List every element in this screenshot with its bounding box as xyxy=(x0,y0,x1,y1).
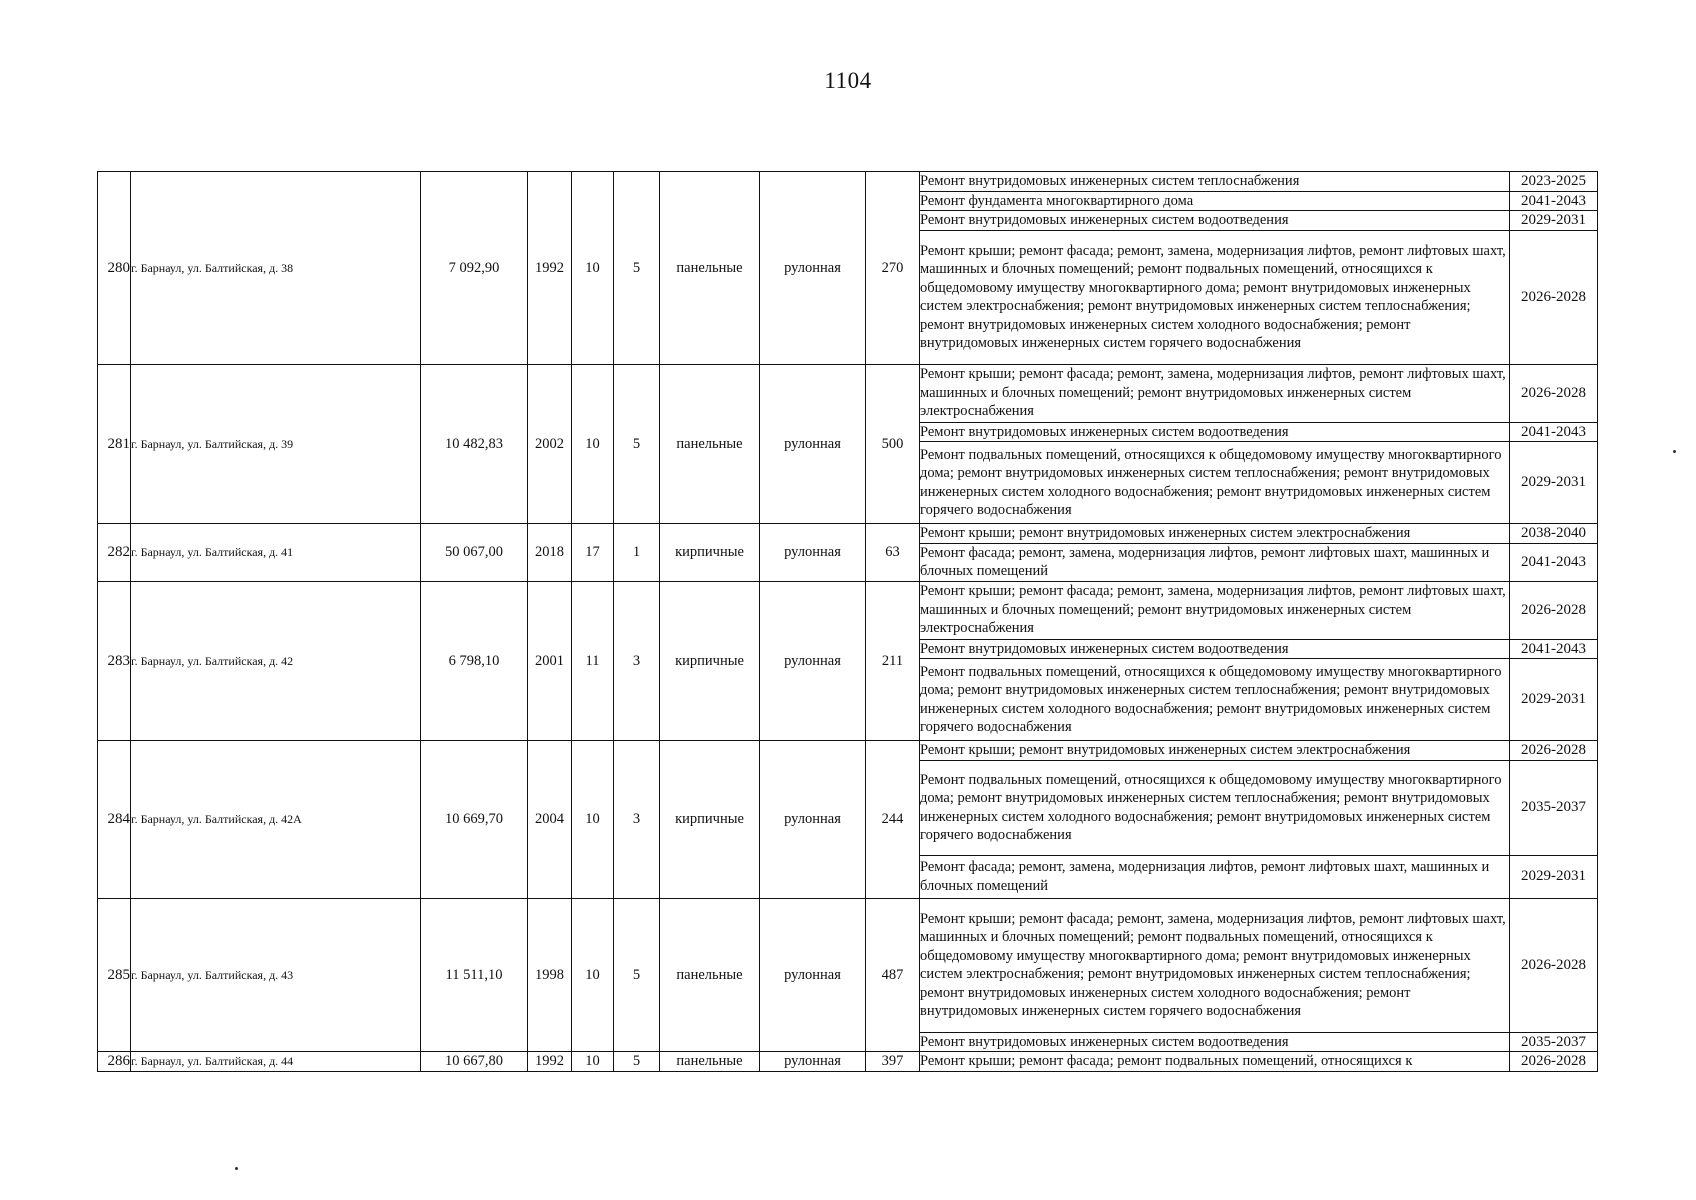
work-description-cell: Ремонт подвальных помещений, относящихся к общедомовому имуществу многоквартирного дома; ремонт внутридомовых инженерных систем теплоснабжения; ремонт внутридомовых инженерных систем холодного водоснабжения; ремонт внутридомовых инженерных систем горячего водоснабжения xyxy=(920,760,1510,855)
work-period-cell: 2035-2037 xyxy=(1510,1032,1598,1052)
year-cell: 2018 xyxy=(528,524,572,582)
work-description-cell: Ремонт крыши; ремонт фасада; ремонт подвальных помещений, относящихся к xyxy=(920,1052,1510,1072)
work-description-cell: Ремонт крыши; ремонт внутридомовых инженерных систем электроснабжения xyxy=(920,524,1510,544)
wall-material-cell: кирпичные xyxy=(660,741,760,899)
table-body xyxy=(98,172,1598,1072)
work-period-cell: 2029-2031 xyxy=(1510,442,1598,524)
residents-cell: 270 xyxy=(866,172,920,365)
table-row xyxy=(98,741,1598,761)
work-period-cell: 2026-2028 xyxy=(1510,364,1598,422)
work-description-cell: Ремонт крыши; ремонт внутридомовых инженерных систем электроснабжения xyxy=(920,741,1510,761)
address-cell: г. Барнаул, ул. Балтийская, д. 39 xyxy=(131,364,421,524)
work-period-cell: 2029-2031 xyxy=(1510,659,1598,741)
work-description-cell: Ремонт внутридомовых инженерных систем водоотведения xyxy=(920,211,1510,231)
work-period-cell: 2026-2028 xyxy=(1510,1052,1598,1072)
year-cell: 2002 xyxy=(528,364,572,524)
repair-schedule-table xyxy=(97,171,1598,1072)
work-period-cell: 2026-2028 xyxy=(1510,581,1598,639)
work-description-cell: Ремонт крыши; ремонт фасада; ремонт, замена, модернизация лифтов, ремонт лифтовых шахт, машинных и блочных помещений; ремонт подвальных помещений, относящихся к общедомовому имуществу многоквартирного дома; ремонт внутридомовых инженерных систем электроснабжения; ремонт внутридомовых инженерных систем теплоснабжения; ремонт внутридомовых инженерных систем холодного водоснабжения; ремонт внутридомовых инженерных систем горячего водоснабжения xyxy=(920,230,1510,364)
year-cell: 2004 xyxy=(528,741,572,899)
entrances-cell: 5 xyxy=(614,364,660,524)
roof-type-cell: рулонная xyxy=(760,524,866,582)
row-number: 284 xyxy=(98,741,131,899)
roof-type-cell: рулонная xyxy=(760,364,866,524)
work-description-cell: Ремонт крыши; ремонт фасада; ремонт, замена, модернизация лифтов, ремонт лифтовых шахт, машинных и блочных помещений; ремонт внутридомовых инженерных систем электроснабжения xyxy=(920,364,1510,422)
area-cell: 11 511,10 xyxy=(421,898,528,1052)
year-cell: 1998 xyxy=(528,898,572,1052)
address-cell: г. Барнаул, ул. Балтийская, д. 43 xyxy=(131,898,421,1052)
wall-material-cell: кирпичные xyxy=(660,524,760,582)
area-cell: 6 798,10 xyxy=(421,581,528,741)
residents-cell: 500 xyxy=(866,364,920,524)
residents-cell: 487 xyxy=(866,898,920,1052)
roof-type-cell: рулонная xyxy=(760,581,866,741)
work-description-cell: Ремонт подвальных помещений, относящихся к общедомовому имуществу многоквартирного дома; ремонт внутридомовых инженерных систем теплоснабжения; ремонт внутридомовых инженерных систем холодного водоснабжения; ремонт внутридомовых инженерных систем горячего водоснабжения xyxy=(920,442,1510,524)
table-row xyxy=(98,524,1598,544)
table-row xyxy=(98,581,1598,639)
area-cell: 10 667,80 xyxy=(421,1052,528,1072)
work-period-cell: 2035-2037 xyxy=(1510,760,1598,855)
area-cell: 10 482,83 xyxy=(421,364,528,524)
work-period-cell: 2026-2028 xyxy=(1510,898,1598,1032)
repair-schedule-table-wrapper xyxy=(97,171,1598,1072)
work-description-cell: Ремонт внутридомовых инженерных систем водоотведения xyxy=(920,422,1510,442)
floors-cell: 10 xyxy=(572,1052,614,1072)
work-description-cell: Ремонт внутридомовых инженерных систем водоотведения xyxy=(920,1032,1510,1052)
work-period-cell: 2026-2028 xyxy=(1510,230,1598,364)
entrances-cell: 3 xyxy=(614,741,660,899)
row-number: 280 xyxy=(98,172,131,365)
work-period-cell: 2023-2025 xyxy=(1510,172,1598,192)
work-description-cell: Ремонт внутридомовых инженерных систем теплоснабжения xyxy=(920,172,1510,192)
roof-type-cell: рулонная xyxy=(760,898,866,1052)
area-cell: 10 669,70 xyxy=(421,741,528,899)
work-description-cell: Ремонт фасада; ремонт, замена, модернизация лифтов, ремонт лифтовых шахт, машинных и блочных помещений xyxy=(920,855,1510,898)
wall-material-cell: панельные xyxy=(660,364,760,524)
entrances-cell: 1 xyxy=(614,524,660,582)
year-cell: 1992 xyxy=(528,172,572,365)
area-cell: 7 092,90 xyxy=(421,172,528,365)
table-row xyxy=(98,364,1598,422)
roof-type-cell: рулонная xyxy=(760,741,866,899)
work-description-cell: Ремонт крыши; ремонт фасада; ремонт, замена, модернизация лифтов, ремонт лифтовых шахт, машинных и блочных помещений; ремонт внутридомовых инженерных систем электроснабжения xyxy=(920,581,1510,639)
entrances-cell: 5 xyxy=(614,1052,660,1072)
table-row xyxy=(98,898,1598,1032)
entrances-cell: 3 xyxy=(614,581,660,741)
wall-material-cell: панельные xyxy=(660,898,760,1052)
address-cell: г. Барнаул, ул. Балтийская, д. 41 xyxy=(131,524,421,582)
floors-cell: 10 xyxy=(572,364,614,524)
roof-type-cell: рулонная xyxy=(760,1052,866,1072)
work-period-cell: 2041-2043 xyxy=(1510,191,1598,211)
scan-speck xyxy=(235,1167,238,1170)
work-period-cell: 2041-2043 xyxy=(1510,639,1598,659)
row-number: 283 xyxy=(98,581,131,741)
year-cell: 1992 xyxy=(528,1052,572,1072)
table-row xyxy=(98,172,1598,192)
wall-material-cell: панельные xyxy=(660,1052,760,1072)
address-cell: г. Барнаул, ул. Балтийская, д. 44 xyxy=(131,1052,421,1072)
scan-speck xyxy=(1673,450,1676,453)
floors-cell: 17 xyxy=(572,524,614,582)
residents-cell: 244 xyxy=(866,741,920,899)
wall-material-cell: кирпичные xyxy=(660,581,760,741)
residents-cell: 63 xyxy=(866,524,920,582)
table-row xyxy=(98,1052,1598,1072)
work-period-cell: 2029-2031 xyxy=(1510,211,1598,231)
row-number: 286 xyxy=(98,1052,131,1072)
work-description-cell: Ремонт фасада; ремонт, замена, модернизация лифтов, ремонт лифтовых шахт, машинных и блочных помещений xyxy=(920,543,1510,581)
address-cell: г. Барнаул, ул. Балтийская, д. 42А xyxy=(131,741,421,899)
work-description-cell: Ремонт подвальных помещений, относящихся к общедомовому имуществу многоквартирного дома; ремонт внутридомовых инженерных систем теплоснабжения; ремонт внутридомовых инженерных систем холодного водоснабжения; ремонт внутридомовых инженерных систем горячего водоснабжения xyxy=(920,659,1510,741)
work-period-cell: 2041-2043 xyxy=(1510,422,1598,442)
floors-cell: 11 xyxy=(572,581,614,741)
floors-cell: 10 xyxy=(572,172,614,365)
wall-material-cell: панельные xyxy=(660,172,760,365)
entrances-cell: 5 xyxy=(614,898,660,1052)
address-cell: г. Барнаул, ул. Балтийская, д. 38 xyxy=(131,172,421,365)
residents-cell: 397 xyxy=(866,1052,920,1072)
page-number: 1104 xyxy=(824,68,872,93)
row-number: 281 xyxy=(98,364,131,524)
area-cell: 50 067,00 xyxy=(421,524,528,582)
work-description-cell: Ремонт крыши; ремонт фасада; ремонт, замена, модернизация лифтов, ремонт лифтовых шахт, машинных и блочных помещений; ремонт подвальных помещений, относящихся к общедомовому имуществу многоквартирного дома; ремонт внутридомовых инженерных систем электроснабжения; ремонт внутридомовых инженерных систем теплоснабжения; ремонт внутридомовых инженерных систем холодного водоснабжения; ремонт внутридомовых инженерных систем горячего водоснабжения xyxy=(920,898,1510,1032)
residents-cell: 211 xyxy=(866,581,920,741)
work-period-cell: 2038-2040 xyxy=(1510,524,1598,544)
entrances-cell: 5 xyxy=(614,172,660,365)
year-cell: 2001 xyxy=(528,581,572,741)
row-number: 285 xyxy=(98,898,131,1052)
work-period-cell: 2041-2043 xyxy=(1510,543,1598,581)
floors-cell: 10 xyxy=(572,898,614,1052)
roof-type-cell: рулонная xyxy=(760,172,866,365)
floors-cell: 10 xyxy=(572,741,614,899)
work-period-cell: 2029-2031 xyxy=(1510,855,1598,898)
address-cell: г. Барнаул, ул. Балтийская, д. 42 xyxy=(131,581,421,741)
work-description-cell: Ремонт фундамента многоквартирного дома xyxy=(920,191,1510,211)
row-number: 282 xyxy=(98,524,131,582)
work-period-cell: 2026-2028 xyxy=(1510,741,1598,761)
work-description-cell: Ремонт внутридомовых инженерных систем водоотведения xyxy=(920,639,1510,659)
